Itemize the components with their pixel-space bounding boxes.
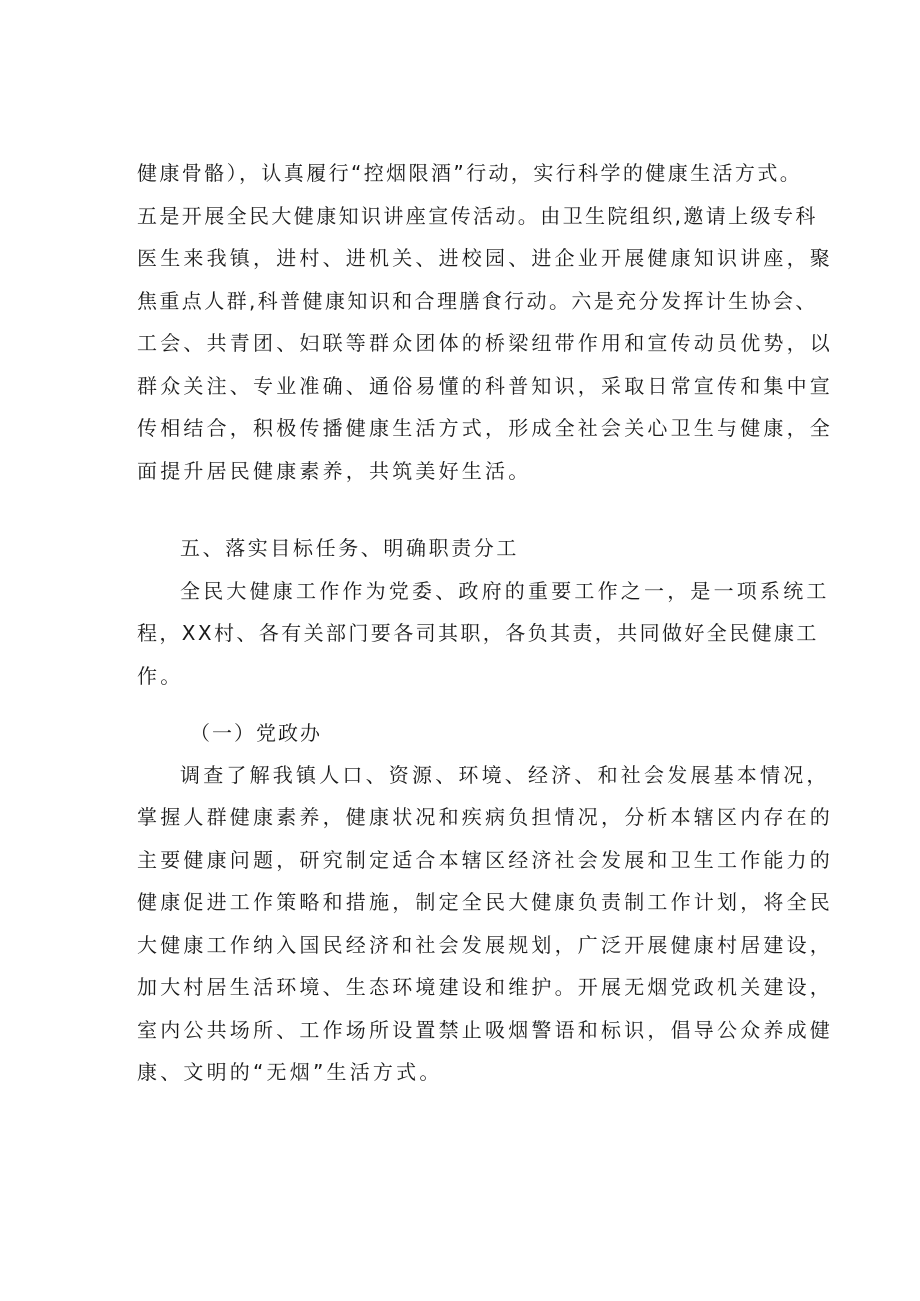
- text-line: 作。: [137, 664, 184, 688]
- text-line: 工会、共青团、妇联等群众团体的桥梁纽带作用和宣传动员优势，以: [137, 331, 833, 355]
- text-line: 医生来我镇，进村、进机关、进校园、进企业开展健康知识讲座，聚: [137, 246, 833, 270]
- subsection-heading: （一）党政办: [190, 721, 322, 745]
- text-line: 五是开展全民大健康知识讲座宣传活动。由卫生院组织,邀请上级专科: [137, 204, 818, 228]
- text-line: 群众关注、专业准确、通俗易懂的科普知识，采取日常宣传和集中宣: [137, 374, 833, 398]
- section-heading: 五、落实目标任务、明确职责分工: [180, 536, 519, 560]
- text-line: 程，XX村、各有关部门要各司其职，各负其责，共同做好全民健康工: [137, 621, 819, 645]
- text-line: 掌握人群健康素养，健康状况和疾病负担情况，分析本辖区内存在的: [137, 805, 833, 829]
- text-line: 焦重点人群,科普健康知识和合理膳食行动。六是充分发挥计生协会、: [137, 289, 818, 313]
- text-line: 大健康工作纳入国民经济和社会发展规划，广泛开展健康村居建设，: [137, 933, 833, 957]
- text-line: 主要健康问题，研究制定适合本辖区经济社会发展和卫生工作能力的: [137, 848, 833, 872]
- text-line: 加大村居生活环境、生态环境建设和维护。开展无烟党政机关建设，: [137, 975, 833, 999]
- text-line: 传相结合，积极传播健康生活方式，形成全社会关心卫生与健康，全: [137, 416, 833, 440]
- text-line: 健康骨骼），认真履行“控烟限酒”行动，实行科学的健康生活方式。: [137, 161, 803, 185]
- text-line: 康、文明的“无烟”生活方式。: [137, 1060, 443, 1084]
- text-line: 健康促进工作策略和措施，制定全民大健康负责制工作计划，将全民: [137, 890, 833, 914]
- paragraph-first-line: 调查了解我镇人口、资源、环境、经济、和社会发展基本情况，: [180, 763, 830, 787]
- text-line: 面提升居民健康素养，共筑美好生活。: [137, 459, 532, 483]
- paragraph-first-line: 全民大健康工作作为党委、政府的重要工作之一，是一项系统工: [180, 579, 830, 603]
- text-line: 室内公共场所、工作场所设置禁止吸烟警语和标识，倡导公众养成健: [137, 1018, 833, 1042]
